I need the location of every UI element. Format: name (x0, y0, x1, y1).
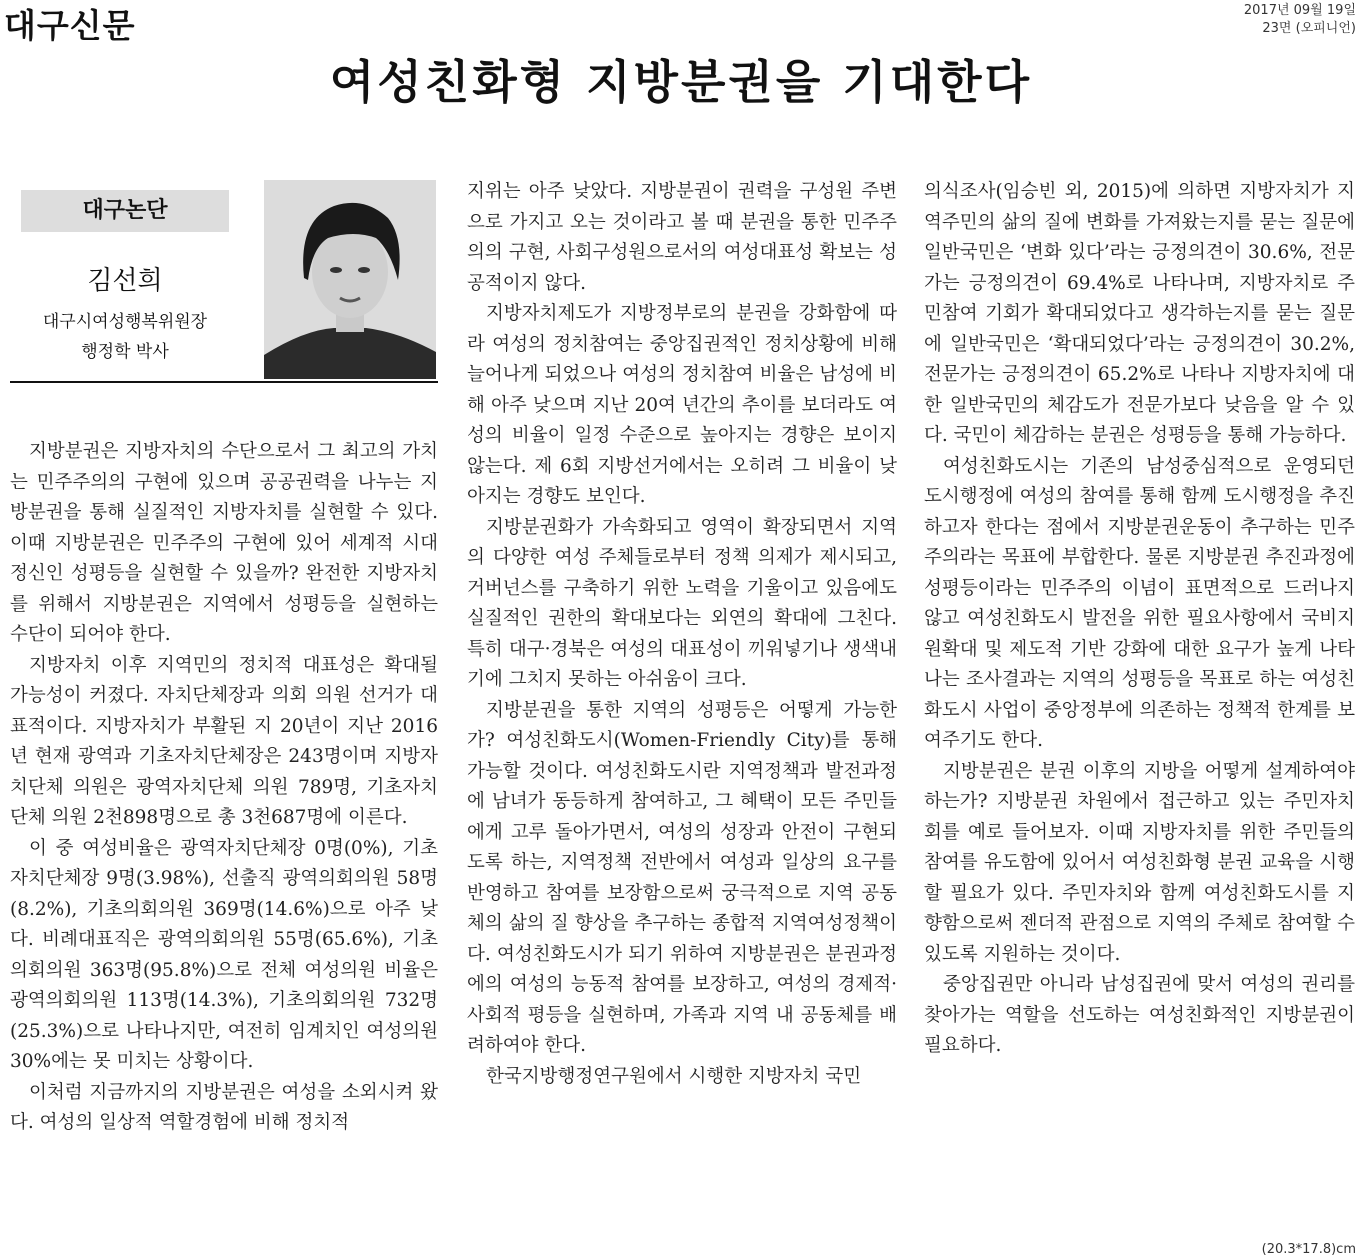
newspaper-masthead: 대구신문 (4, 6, 136, 45)
article-paragraph: 여성친화도시는 기존의 남성중심적으로 운영되던 도시행정에 여성의 참여를 통해 함께 도시행정을 추진하고자 한다는 점에서 지방분권운동이 추구하는 민주주의라는 목표에 부합한다. 물론 지방분권 추진과정에 성평등이라는 민주주의 이념이 표면적으로 드러나지 않고 여성친화도시 발전을 위한 필요사항에서 국비지원확대 및 제도적 기반 강화에 대한 요구가 높게 나타나는 조사결과는 지역의 성평등을 목표로 하는 여성친화도시 사업이 중앙정부에 의존하는 정책적 한계를 보여주기도 한다. (924, 455, 1355, 751)
portrait-image (264, 180, 436, 379)
article-column-3 (924, 177, 1355, 1062)
publication-info (1244, 2, 1356, 38)
article-paragraph: 지방분권을 통한 지역의 성평등은 어떻게 가능한가? 여성친화도시(Women-Friendly City)를 통해 가능할 것이다. 여성친화도시란 지역정책과 발전과정에 남녀가 동등하게 참여하고, 그 혜택이 모든 주민들에게 고루 돌아가면서, 여성의 성장과 안전이 구현되도록 하는, 지역정책 전반에서 여성과 일상의 요구를 반영하고 참여를 보장함으로써 궁극적으로 지역 공동체의 삶의 질 향상을 추구하는 종합적 지역여성정책이다. 여성친화도시가 되기 위하여 지방분권은 분권과정에의 여성의 능동적 참여를 보장하고, 여성의 경제적·사회적 평등을 실현하며, 가족과 지역 내 공동체를 배려하여야 한다. (467, 699, 897, 1056)
article-paragraph: 지방분권화가 가속화되고 영역이 확장되면서 지역의 다양한 여성 주체들로부터 정책 의제가 제시되고, 거버넌스를 구축하기 위한 노력을 기울이고 있음에도 실질적인 권한의 확대보다는 외연의 확대에 그친다. 특히 대구·경북은 여성의 대표성이 끼워넣기나 생색내기에 그치지 못하는 아쉬움이 크다. (467, 516, 897, 690)
article-paragraph: 지방자치 이후 지역민의 정치적 대표성은 확대될 가능성이 커졌다. 자치단체장과 의회 의원 선거가 대표적이다. 지방자치가 부활된 지 20년이 지난 2016년 현재 광역과 기초자치단체장은 243명이며 지방자치단체 의원은 광역자치단체 의원 789명, 기초자치단체 의원 2천898명으로 총 3천687명에 이른다. (10, 654, 438, 828)
article-paragraph: 의식조사(임승빈 외, 2015)에 의하면 지방자치가 지역주민의 삶의 질에 변화를 가져왔는지를 묻는 질문에 일반국민은 ‘변화 있다’라는 긍정의견이 30.6%, 전문가는 긍정의견이 69.4%로 나타나며, 지방자치로 주민참여 기회가 확대되었다고 생각하는지를 묻는 질문에 일반국민은 ‘확대되었다’라는 긍정의견이 30.2%, 전문가는 긍정의견이 65.2%로 나타나 지방자치에 대한 일반국민의 체감도가 전문가보다 낮음을 알 수 있다. 국민이 체감하는 분권은 성평등을 통해 가능하다. (924, 181, 1355, 446)
author-position: 대구시여성행복위원장 (42, 312, 208, 332)
article-paragraph: 한국지방행정연구원에서 시행한 지방자치 국민 (486, 1065, 862, 1087)
article-column-1 (10, 437, 438, 1139)
article-headline: 여성친화형 지방분권을 기대한다 (329, 55, 1033, 109)
article-paragraph: 중앙집권만 아니라 남성집권에 맞서 여성의 권리를 찾아가는 역할을 선도하는 여성친화적인 지방분권이 필요하다. (924, 974, 1355, 1056)
article-paragraph: 지방분권은 지방자치의 수단으로서 그 최고의 가치는 민주주의의 구현에 있으며 공공권력을 나누는 지방분권을 통해 실질적인 지방자치를 실현할 수 있다. 이때 지방분권은 민주주의 구현에 있어 세계적 시대정신인 성평등을 실현할 수 있을까? 완전한 지방자치를 위해서 지방분권은 지역에서 성평등을 실현하는 수단이 되어야 한다. (10, 441, 438, 645)
publication-page: 23면 (오피니언) (1262, 21, 1356, 36)
byline-box (10, 170, 438, 383)
article-paragraph: 이 중 여성비율은 광역자치단체장 0명(0%), 기초자치단체장 9명(3.98%), 선출직 광역의회의원 58명(8.2%), 기초의회의원 369명(14.6%)으로 아주 낮다. 비례대표직은 광역의회의원 55명(65.6%), 기초의회의원 363명(95.8%)으로 전체 여성의원 비율은 광역의회의원 113명(14.3%), 기초의회의원 732명(25.3%)으로 나타나지만, 여전히 임계치인 여성의원 30%에는 못 미치는 상황이다. (10, 837, 438, 1072)
column-tag: 대구논단 (21, 190, 229, 232)
clipping-size: (20.3*17.8)cm (1261, 1242, 1356, 1257)
author-credentials (21, 307, 229, 367)
publication-date: 2017년 09월 19일 (1243, 3, 1356, 18)
article-paragraph: 지방자치제도가 지방정부로의 분권을 강화함에 따라 여성의 정치참여는 중앙집권적인 정치상황에 비해 늘어나게 되었으나 여성의 정치참여 비율은 남성에 비해 아주 낮으며 지난 20여 년간의 추이를 보더라도 여성의 비율이 일정 수준으로 높아지는 경향은 보이지 않는다. 제 6회 지방선거에서는 오히려 그 비율이 낮아지는 경향도 보인다. (467, 303, 897, 507)
article-paragraph: 지위는 아주 낮았다. 지방분권이 권력을 구성원 주변으로 가지고 오는 것이라고 볼 때 분권을 통한 민주주의의 구현, 사회구성원으로서의 여성대표성 확보는 성공적이지 않다. (467, 181, 897, 294)
article-paragraph: 이처럼 지금까지의 지방분권은 여성을 소외시켜 왔다. 여성의 일상적 역할경험에 비해 정치적 (10, 1081, 438, 1133)
author-name: 김선희 (87, 266, 163, 296)
author-portrait (264, 180, 436, 379)
article-paragraph: 지방분권은 분권 이후의 지방을 어떻게 설계하여야 하는가? 지방분권 차원에서 접근하고 있는 주민자치회를 예로 들어보자. 이때 지방자치를 위한 주민들의 참여를 유도함에 있어서 여성친화형 분권 교육을 시행할 필요가 있다. 주민자치와 함께 여성친화도시를 지향함으로써 젠더적 관점으로 지역의 주체로 참여할 수 있도록 지원하는 것이다. (924, 760, 1355, 965)
author-degree: 행정학 박사 (81, 342, 169, 362)
article-column-2 (467, 177, 897, 1092)
